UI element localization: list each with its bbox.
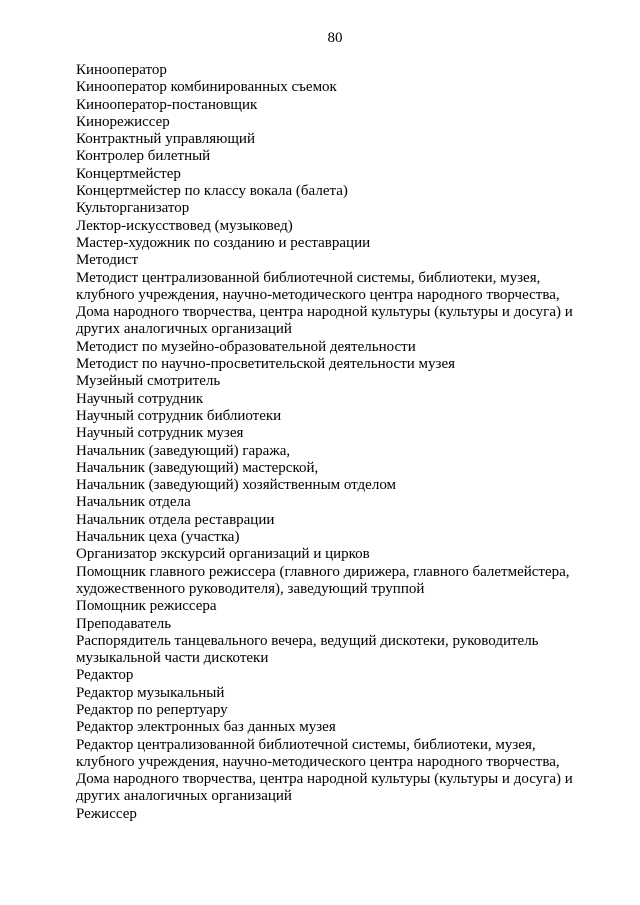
list-item-line: Помощник главного режиссера (главного дирижера, главного балетмейстера, [76, 563, 570, 580]
list-item-line: Режиссер [76, 805, 137, 822]
list-item-line: Организатор экскурсий организаций и цирков [76, 546, 370, 563]
list-item [76, 408, 606, 425]
list-item [76, 546, 606, 563]
list-item-line: Редактор музыкальный [76, 684, 225, 701]
list-item-line: Помощник режиссера [76, 598, 217, 615]
list-item [76, 460, 606, 477]
list-item [76, 79, 606, 96]
list-item-line: Научный сотрудник [76, 390, 204, 407]
list-item [76, 218, 606, 235]
list-item-line: Научный сотрудник библиотеки [76, 407, 282, 424]
list-item-line: клубного учреждения, научно-методического центра народного творчества, [76, 286, 560, 303]
list-item-line: Методист по научно-просветительской деятельности музея [76, 356, 455, 373]
list-item [76, 97, 606, 114]
list-item [76, 616, 606, 633]
list-item-line: Начальник (заведующий) хозяйственным отделом [76, 477, 397, 494]
list-item [76, 356, 606, 373]
list-item-line: Контролер билетный [76, 148, 211, 165]
list-item [76, 702, 606, 719]
list-item [76, 443, 606, 460]
list-item-line: Концертмейстер по классу вокала (балета) [76, 183, 348, 200]
list-item-line: Начальник отдела реставрации [76, 511, 275, 528]
list-item [76, 200, 606, 217]
list-item-line: Начальник отдела [76, 494, 191, 511]
list-item-line: Кинооператор-постановщик [76, 96, 258, 113]
list-item [76, 806, 606, 823]
list-item-line: музыкальной части дискотеки [76, 650, 269, 667]
list-item-line: клубного учреждения, научно-методического центра народного творчества, [76, 753, 560, 770]
list-item [76, 494, 606, 511]
list-item [76, 633, 606, 668]
list-item [76, 131, 606, 148]
list-item-line: Методист [76, 252, 139, 269]
list-item [76, 252, 606, 269]
list-item-line: Редактор централизованной библиотечной системы, библиотеки, музея, [76, 736, 536, 753]
list-item [76, 737, 606, 806]
list-item-line: Концертмейстер [76, 165, 181, 182]
list-item-line: Редактор электронных баз данных музея [76, 719, 336, 736]
list-item-line: Преподаватель [76, 615, 172, 632]
list-item-line: Лектор-искусствовед (музыковед) [76, 217, 293, 234]
list-item-line: Кинорежиссер [76, 113, 170, 130]
list-item [76, 166, 606, 183]
list-item-line: других аналогичных организаций [76, 788, 292, 805]
list-item-line: Редактор [76, 667, 134, 684]
list-item-line: Культорганизатор [76, 200, 190, 217]
list-item-line: Контрактный управляющий [76, 131, 255, 148]
list-item [76, 564, 606, 599]
list-item [76, 373, 606, 390]
list-item-line: других аналогичных организаций [76, 321, 292, 338]
list-item [76, 391, 606, 408]
list-item [76, 339, 606, 356]
list-item-line: Редактор по репертуару [76, 701, 228, 718]
list-item [76, 667, 606, 684]
list-item [76, 685, 606, 702]
list-item [76, 114, 606, 131]
page-number: 80 [327, 30, 343, 46]
list-item [76, 235, 606, 252]
list-item [76, 183, 606, 200]
list-item-line: Начальник (заведующий) мастерской, [76, 459, 319, 476]
list-item-line: Начальник цеха (участка) [76, 529, 240, 546]
list-item-line: Музейный смотритель [76, 373, 221, 390]
list-item-line: Методист централизованной библиотечной системы, библиотеки, музея, [76, 269, 541, 286]
list-item-line: Методист по музейно-образовательной деятельности [76, 338, 416, 355]
list-item [76, 477, 606, 494]
list-item-line: художественного руководителя), заведующий труппой [76, 580, 425, 597]
list-item [76, 62, 606, 79]
list-item [76, 148, 606, 165]
list-item [76, 719, 606, 736]
list-item-line: Дома народного творчества, центра народной культуры (культуры и досуга) и [76, 771, 573, 788]
list-item [76, 598, 606, 615]
list-item-line: Распорядитель танцевального вечера, ведущий дискотеки, руководитель [76, 632, 539, 649]
list-item-line: Кинооператор комбинированных съемок [76, 79, 337, 96]
list-item [76, 512, 606, 529]
list-item-line: Мастер-художник по созданию и реставрации [76, 234, 371, 251]
list-item-line: Кинооператор [76, 62, 167, 78]
list-item [76, 529, 606, 546]
position-list [76, 62, 606, 823]
list-item [76, 425, 606, 442]
list-item [76, 270, 606, 339]
list-item-line: Научный сотрудник музея [76, 425, 244, 442]
list-item-line: Начальник (заведующий) гаража, [76, 442, 291, 459]
list-item-line: Дома народного творчества, центра народной культуры (культуры и досуга) и [76, 304, 573, 321]
